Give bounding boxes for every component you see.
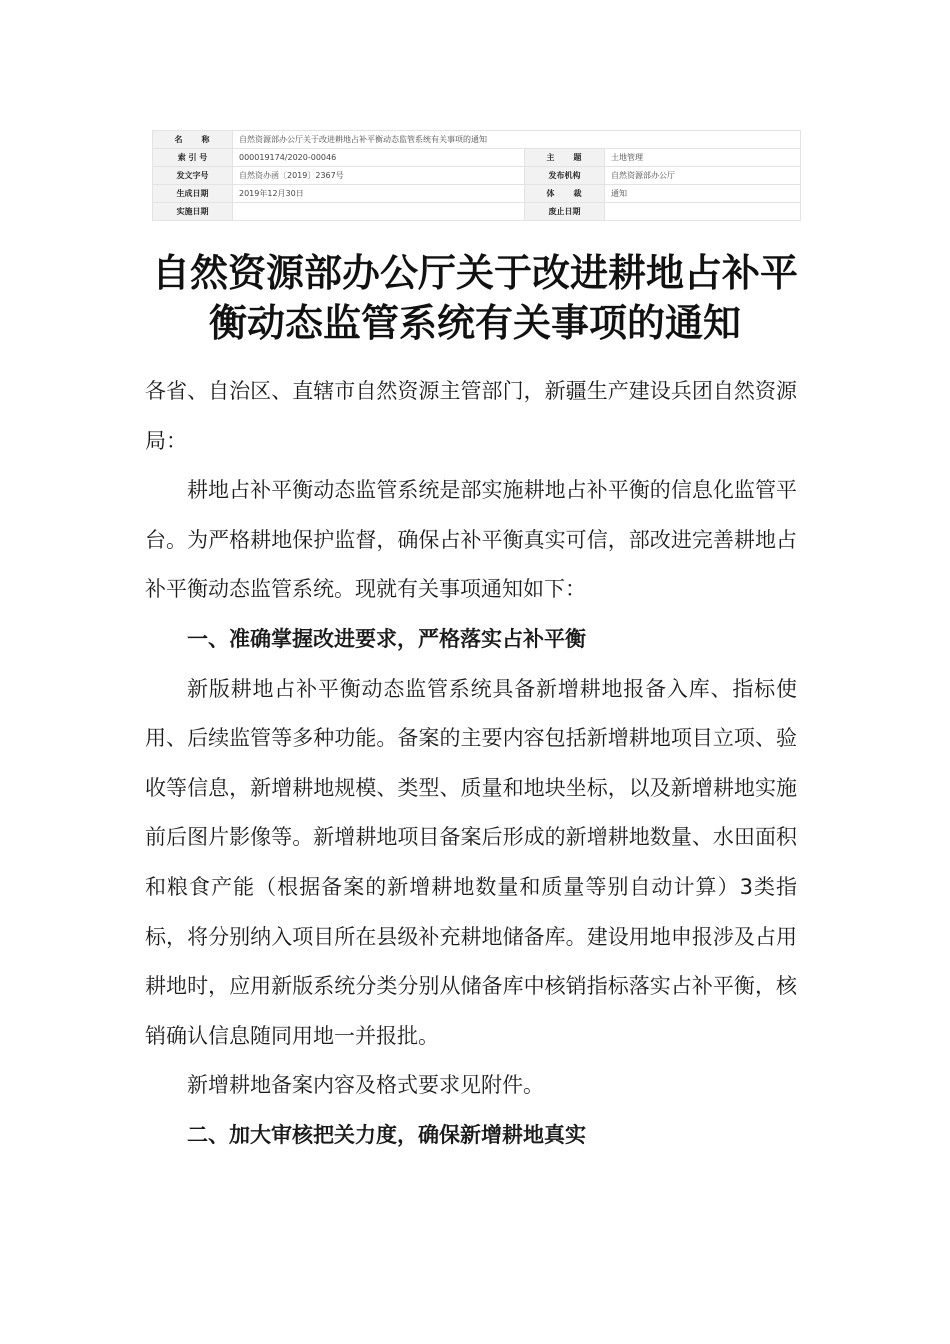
document-body <box>145 367 797 1161</box>
index-label: 索 引 号 <box>153 149 233 167</box>
docnum-value: 自然资办函〔2019〕2367号 <box>233 167 525 185</box>
genre-label: 体 裁 <box>525 185 605 203</box>
expiry-label: 废止日期 <box>525 203 605 221</box>
title-line-2: 衡动态监管系统有关事项的通知 <box>208 300 741 345</box>
meta-row-date <box>153 185 801 203</box>
effective-value <box>233 203 525 221</box>
docnum-label: 发文字号 <box>153 167 233 185</box>
title-line-1: 自然资源部办公厅关于改进耕地占补平 <box>151 250 798 295</box>
salutation: 各省、自治区、直辖市自然资源主管部门，新疆生产建设兵团自然资源局： <box>145 379 797 453</box>
topic-value: 土地管理 <box>605 149 801 167</box>
effective-label: 实施日期 <box>153 203 233 221</box>
issuer-value: 自然资源部办公厅 <box>605 167 801 185</box>
section-heading-2: 二、加大审核把关力度，确保新增耕地真实 <box>187 1122 586 1147</box>
date-value: 2019年12月30日 <box>233 185 525 203</box>
meta-row-name <box>153 131 801 149</box>
meta-row-index <box>153 149 801 167</box>
index-value: 000019174/2020-00046 <box>233 149 525 167</box>
meta-row-effective <box>153 203 801 221</box>
name-value: 自然资源部办公厅关于改进耕地占补平衡动态监管系统有关事项的通知 <box>233 131 801 149</box>
expiry-value <box>605 203 801 221</box>
topic-label: 主 题 <box>525 149 605 167</box>
section-heading-1: 一、准确掌握改进要求，严格落实占补平衡 <box>187 626 586 651</box>
document-title <box>100 248 850 348</box>
name-label: 名 称 <box>153 131 233 149</box>
document-metadata-table <box>152 130 801 221</box>
paragraph-system-features: 新版耕地占补平衡动态监管系统具备新增耕地报备入库、指标使用、后续监管等多种功能。备案的主要内容包括新增耕地项目立项、验收等信息，新增耕地规模、类型、质量和地块坐标，以及新增耕地实施前后图片影像等。新增耕地项目备案后形成的新增耕地数量、水田面积和粮食产能（根据备案的新增耕地数量和质量等别自动计算）3类指标，将分别纳入项目所在县级补充耕地储备库。建设用地申报涉及占用耕地时，应用新版系统分类分别从储备库中核销指标落实占补平衡，核销确认信息随同用地一并报批。 <box>145 676 797 1048</box>
issuer-label: 发布机构 <box>525 167 605 185</box>
genre-value: 通知 <box>605 185 801 203</box>
paragraph-intro: 耕地占补平衡动态监管系统是部实施耕地占补平衡的信息化监管平台。为严格耕地保护监督，确保占补平衡真实可信，部改进完善耕地占补平衡动态监管系统。现就有关事项通知如下： <box>145 478 797 602</box>
date-label: 生成日期 <box>153 185 233 203</box>
paragraph-attachment-note: 新增耕地备案内容及格式要求见附件。 <box>187 1073 544 1098</box>
meta-row-docnum <box>153 167 801 185</box>
